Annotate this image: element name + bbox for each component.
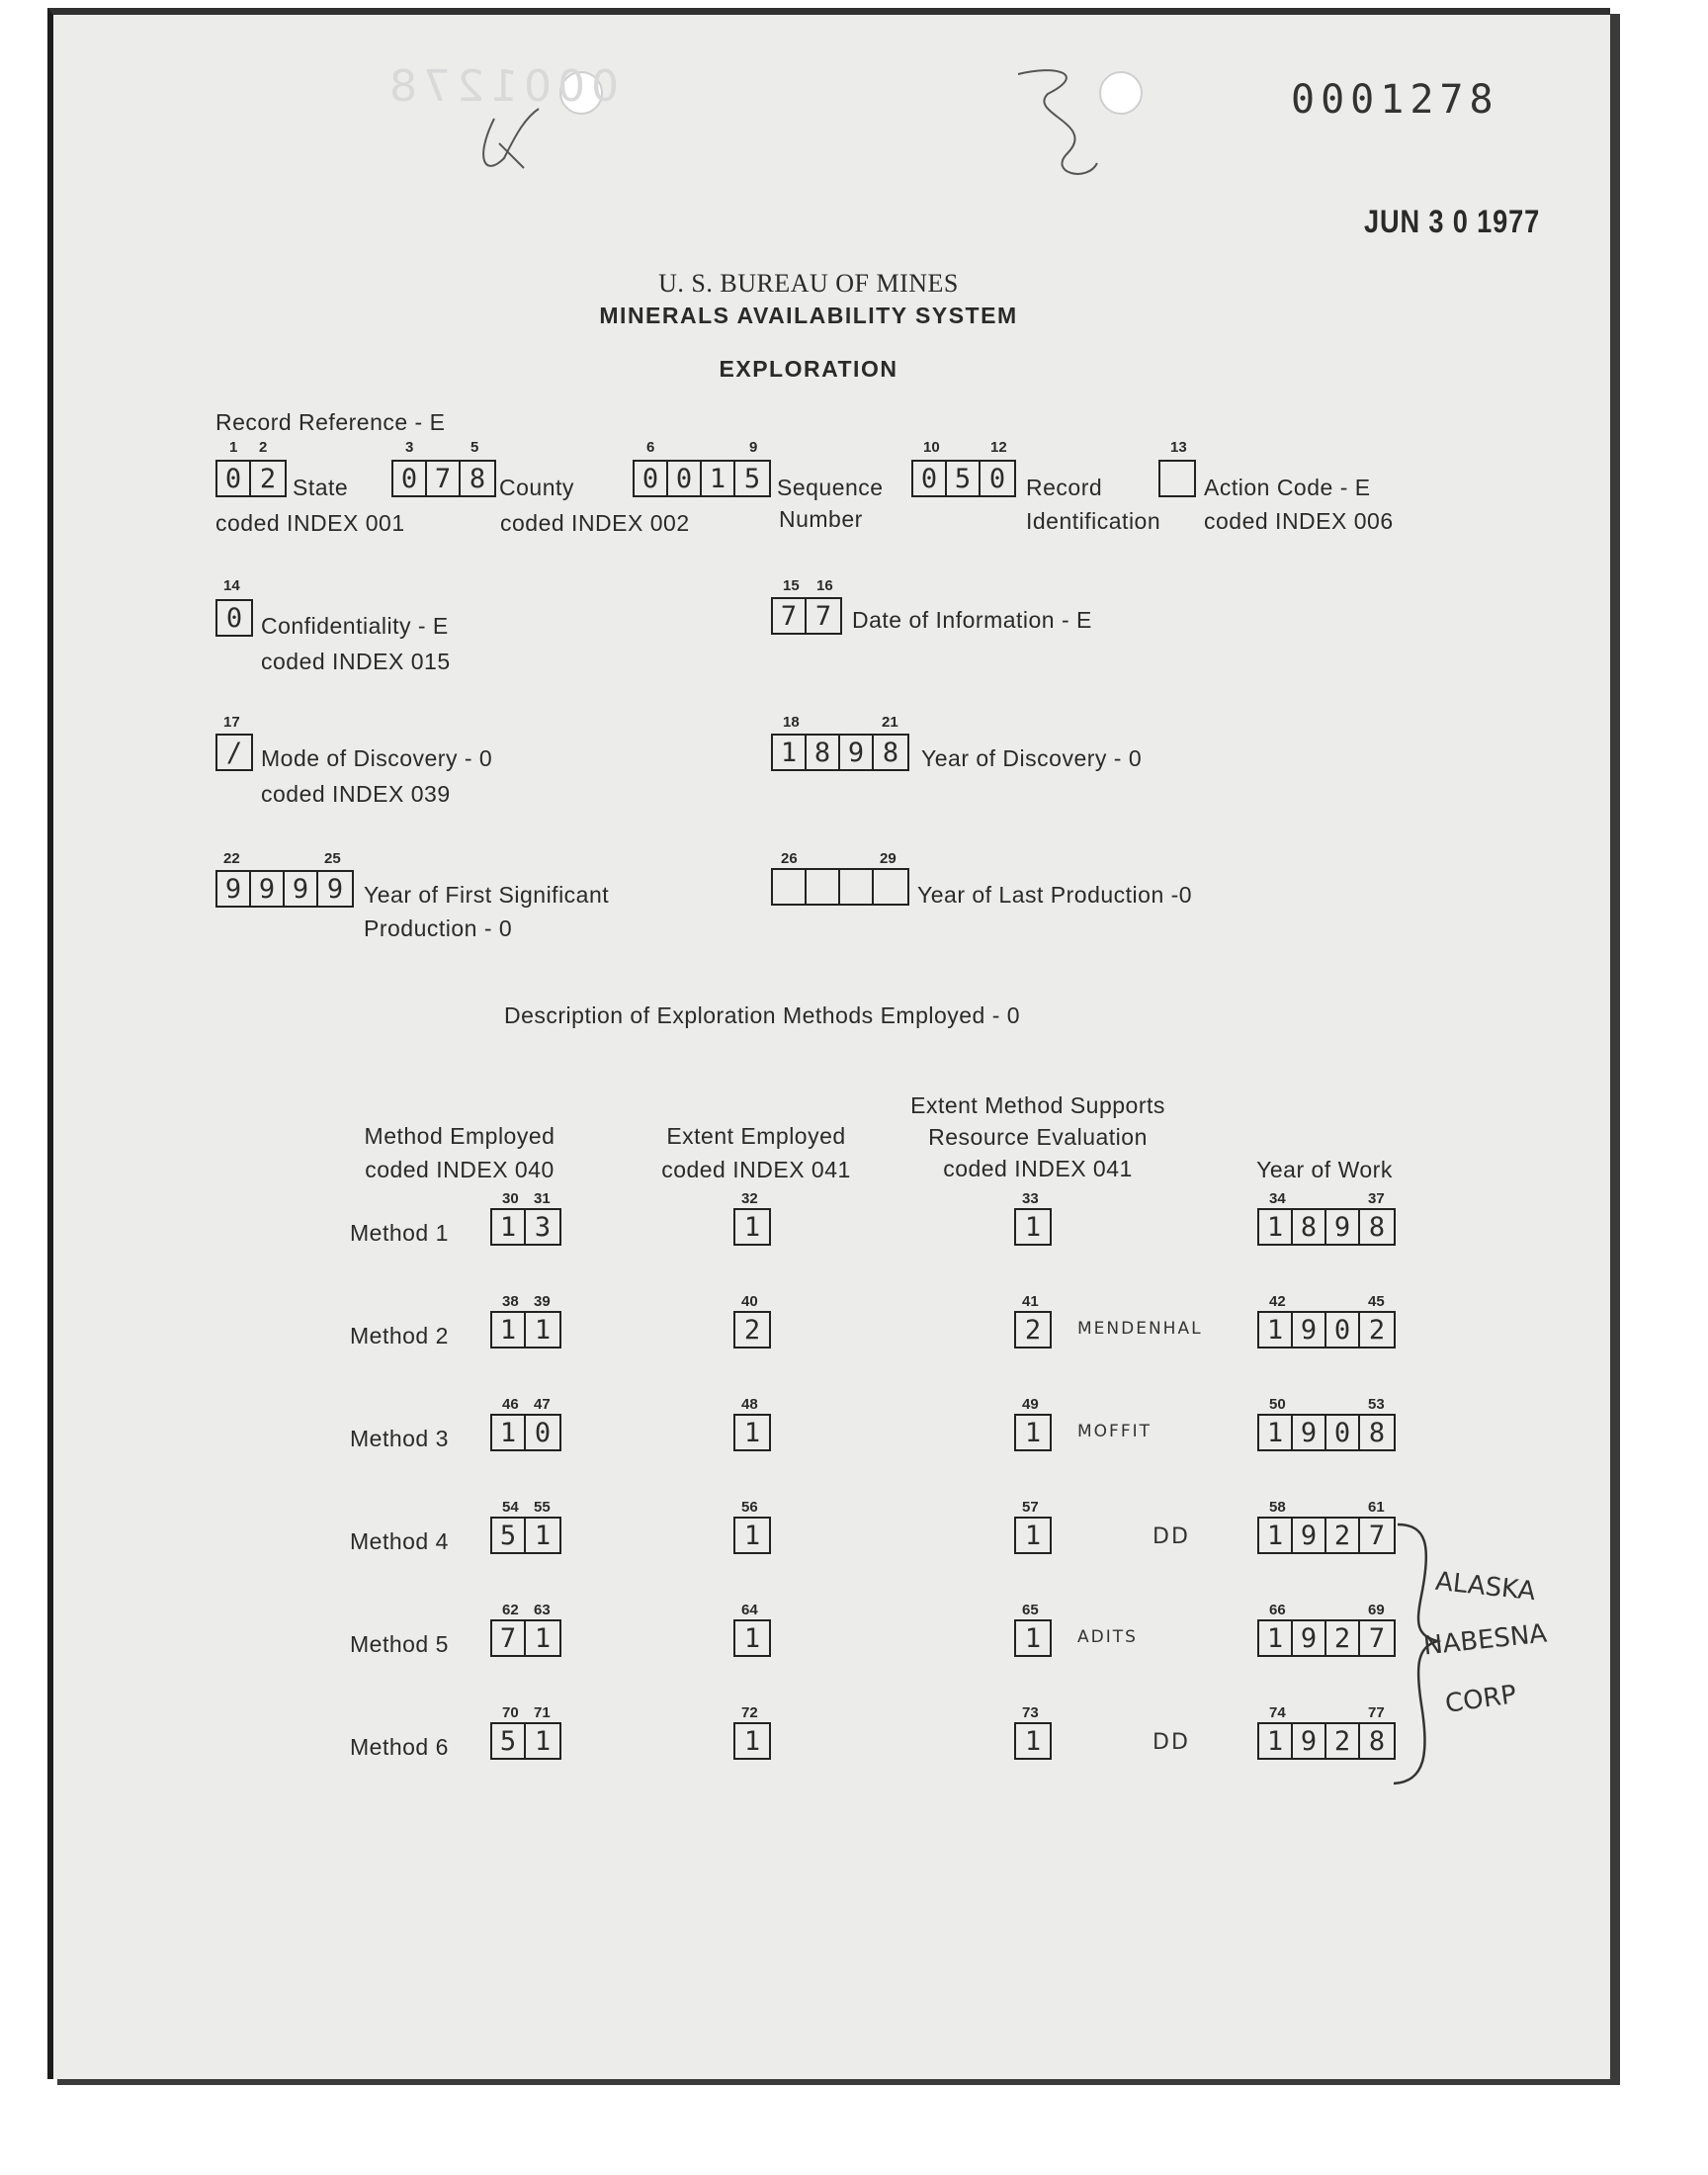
col-number: 41 [1022, 1293, 1039, 1310]
method-row-label: Method 1 [350, 1220, 449, 1246]
code-digit: 1 [1024, 1417, 1042, 1448]
year-of-discovery-label: Year of Discovery - 0 [921, 745, 1143, 771]
year-of-work-box[interactable] [1257, 1619, 1396, 1657]
mode-of-discovery-label: Mode of Discovery - 0 [261, 745, 493, 771]
sequence-sub-label: Number [779, 506, 863, 532]
code-digit: 1 [1259, 1621, 1293, 1655]
year-last-production-box[interactable] [771, 868, 909, 906]
code-digit: / [225, 737, 243, 768]
code-digit [807, 870, 840, 904]
action-code-index-label: coded INDEX 006 [1204, 508, 1394, 534]
col-number: 30 [502, 1190, 519, 1207]
code-digit: 2 [1326, 1519, 1360, 1552]
code-digit: 0 [988, 463, 1006, 494]
extent-employed-box[interactable] [733, 1619, 771, 1657]
year-of-discovery-box[interactable] [771, 734, 909, 771]
code-digit: 1 [743, 1211, 761, 1243]
code-digit: 8 [1368, 1725, 1386, 1757]
col-number: 25 [324, 850, 341, 867]
record-identification-box[interactable] [911, 460, 1016, 497]
method-code-box[interactable] [490, 1311, 561, 1348]
action-code-label: Action Code - E [1204, 475, 1371, 500]
code-digit: 8 [1293, 1210, 1326, 1244]
col-number: 45 [1368, 1293, 1385, 1310]
code-digit: 1 [492, 1313, 526, 1347]
handwritten-initials-mark [455, 99, 554, 188]
code-digit: 1 [1259, 1313, 1293, 1347]
year-first-production-box[interactable] [215, 870, 354, 908]
col-number: 48 [741, 1396, 758, 1413]
header-line: Resource Evaluation [928, 1124, 1148, 1150]
col-number: 65 [1022, 1602, 1039, 1618]
code-digit: 1 [534, 1622, 552, 1654]
extent-supports-box[interactable] [1014, 1722, 1052, 1760]
year-of-work-header [1216, 1153, 1433, 1186]
col-number: 38 [502, 1293, 519, 1310]
date-stamp: JUN 3 0 1977 [1364, 204, 1541, 239]
col-number: 3 [405, 439, 414, 456]
col-number: 18 [783, 714, 800, 731]
code-digit: 7 [427, 462, 461, 495]
code-digit: 1 [1024, 1520, 1042, 1551]
col-number: 47 [534, 1396, 551, 1413]
header-line: Year of Work [1256, 1157, 1393, 1182]
col-number: 49 [1022, 1396, 1039, 1413]
handwritten-note-line: NABESNA [1421, 1618, 1549, 1662]
code-digit: 7 [773, 599, 807, 633]
handwritten-method-note: ADITS [1077, 1627, 1138, 1647]
code-digit: 8 [882, 737, 899, 768]
col-number: 1 [229, 439, 238, 456]
code-digit: 1 [743, 1622, 761, 1654]
col-number: 62 [502, 1602, 519, 1618]
code-digit: 9 [326, 873, 344, 905]
extent-employed-box[interactable] [733, 1414, 771, 1451]
code-digit: 7 [1368, 1520, 1386, 1551]
code-digit: 2 [1368, 1314, 1386, 1346]
method-code-box[interactable] [490, 1208, 561, 1246]
code-digit: 2 [259, 463, 277, 494]
extent-supports-box[interactable] [1014, 1414, 1052, 1451]
code-digit: 9 [840, 736, 874, 769]
extent-employed-header [633, 1119, 880, 1186]
code-digit: 8 [1368, 1211, 1386, 1243]
extent-supports-box[interactable] [1014, 1619, 1052, 1657]
col-number: 12 [990, 439, 1007, 456]
code-digit: 9 [1293, 1416, 1326, 1449]
code-digit: 1 [534, 1520, 552, 1551]
handwritten-method-note: MOFFIT [1077, 1422, 1153, 1441]
sequence-label: Sequence [777, 475, 884, 500]
code-digit: 1 [702, 462, 735, 495]
code-digit: 5 [492, 1724, 526, 1758]
col-number: 17 [223, 714, 240, 731]
col-number: 56 [741, 1499, 758, 1516]
county-code-box[interactable] [391, 460, 496, 497]
extent-employed-box[interactable] [733, 1208, 771, 1246]
col-number: 74 [1269, 1704, 1286, 1721]
col-number: 22 [223, 850, 240, 867]
method-row-label: Method 4 [350, 1528, 449, 1554]
code-digit: 7 [492, 1621, 526, 1655]
code-digit [1160, 462, 1194, 495]
method-row-label: Method 3 [350, 1426, 449, 1451]
handwritten-note-line: ALASKA [1433, 1566, 1537, 1608]
col-number: 26 [781, 850, 798, 867]
handwritten-method-note: MENDENHAL [1077, 1319, 1203, 1339]
year-last-production-label: Year of Last Production -0 [917, 882, 1193, 908]
record-label: Record [1026, 475, 1103, 500]
code-digit: 9 [285, 872, 318, 906]
code-digit: 1 [492, 1210, 526, 1244]
method-row-label: Method 5 [350, 1631, 449, 1657]
col-number: 66 [1269, 1602, 1286, 1618]
code-digit: 0 [668, 462, 702, 495]
code-digit: 0 [1326, 1313, 1360, 1347]
code-digit: 2 [1024, 1314, 1042, 1346]
code-digit: 9 [1293, 1724, 1326, 1758]
col-number: 73 [1022, 1704, 1039, 1721]
code-digit: 0 [1326, 1416, 1360, 1449]
handwritten-method-note: DD [1153, 1730, 1190, 1755]
code-digit: 2 [743, 1314, 761, 1346]
faded-serial-stamp: 0001278 [384, 61, 619, 112]
handwritten-scribble-mark [1008, 54, 1117, 193]
county-label: County [499, 475, 574, 500]
confidentiality-index-label: coded INDEX 015 [261, 649, 451, 674]
method-code-box[interactable] [490, 1722, 561, 1760]
state-label: State [293, 475, 349, 500]
col-number: 77 [1368, 1704, 1385, 1721]
col-number: 9 [749, 439, 758, 456]
col-number: 29 [880, 850, 897, 867]
code-digit: 2 [1326, 1724, 1360, 1758]
code-digit: 1 [1024, 1725, 1042, 1757]
method-code-box[interactable] [490, 1414, 561, 1451]
code-digit: 9 [1293, 1519, 1326, 1552]
col-number: 53 [1368, 1396, 1385, 1413]
method-code-box[interactable] [490, 1619, 561, 1657]
mode-of-discovery-index-label: coded INDEX 039 [261, 781, 451, 807]
col-number: 46 [502, 1396, 519, 1413]
extent-employed-box[interactable] [733, 1517, 771, 1554]
year-first-production-sub-label: Production - 0 [364, 915, 513, 941]
serial-number-stamp: 0001278 [1291, 77, 1499, 123]
col-number: 61 [1368, 1499, 1385, 1516]
record-sub-label: Identification [1026, 508, 1161, 534]
col-number: 69 [1368, 1602, 1385, 1618]
state-index-label: coded INDEX 001 [215, 510, 405, 536]
code-digit: 1 [773, 736, 807, 769]
extent-supports-box[interactable] [1014, 1311, 1052, 1348]
extent-employed-box[interactable] [733, 1722, 771, 1760]
code-digit: 1 [1259, 1724, 1293, 1758]
handwritten-method-note: DD [1153, 1524, 1190, 1549]
col-number: 58 [1269, 1499, 1286, 1516]
code-digit: 8 [469, 463, 486, 494]
code-digit: 1 [1024, 1622, 1042, 1654]
code-digit: 8 [1368, 1417, 1386, 1448]
methods-section-title: Description of Exploration Methods Employed - 0 [504, 1002, 1021, 1028]
col-number: 37 [1368, 1190, 1385, 1207]
code-digit: 1 [743, 1520, 761, 1551]
code-digit [874, 870, 907, 904]
code-digit: 5 [947, 462, 981, 495]
col-number: 21 [882, 714, 898, 731]
method-row-label: Method 6 [350, 1734, 449, 1760]
col-number: 2 [259, 439, 268, 456]
code-digit: 0 [534, 1417, 552, 1448]
col-number: 16 [816, 577, 833, 594]
col-number: 50 [1269, 1396, 1286, 1413]
code-digit: 1 [534, 1314, 552, 1346]
extent-supports-box[interactable] [1014, 1517, 1052, 1554]
code-digit: 1 [492, 1416, 526, 1449]
col-number: 31 [534, 1190, 551, 1207]
col-number: 42 [1269, 1293, 1286, 1310]
code-digit: 9 [1326, 1210, 1360, 1244]
header-line: coded INDEX 040 [365, 1157, 555, 1182]
header-line: Extent Employed [666, 1123, 846, 1149]
code-digit: 0 [393, 462, 427, 495]
code-digit: 9 [217, 872, 251, 906]
col-number: 6 [646, 439, 655, 456]
agency-heading: U. S. BUREAU OF MINES [658, 269, 959, 298]
col-number: 63 [534, 1602, 551, 1618]
code-digit: 5 [743, 463, 761, 494]
code-digit: 9 [1293, 1621, 1326, 1655]
code-digit: 8 [807, 736, 840, 769]
code-digit: 1 [534, 1725, 552, 1757]
mode-of-discovery-box[interactable] [215, 734, 253, 771]
confidentiality-label: Confidentiality - E [261, 613, 449, 639]
header-line: coded INDEX 041 [943, 1156, 1133, 1181]
code-digit: 7 [1368, 1622, 1386, 1654]
code-digit: 2 [1326, 1621, 1360, 1655]
method-code-box[interactable] [490, 1517, 561, 1554]
code-digit: 1 [1259, 1210, 1293, 1244]
header-line: coded INDEX 041 [661, 1157, 851, 1182]
sequence-number-box[interactable] [633, 460, 771, 497]
col-number: 15 [783, 577, 800, 594]
code-digit: 1 [1259, 1519, 1293, 1552]
code-digit: 3 [534, 1211, 552, 1243]
extent-supports-box[interactable] [1014, 1208, 1052, 1246]
year-of-work-box[interactable] [1257, 1517, 1396, 1554]
date-of-information-box[interactable] [771, 597, 842, 635]
record-reference-title: Record Reference - E [215, 409, 446, 435]
state-code-box[interactable] [215, 460, 287, 497]
date-of-information-label: Date of Information - E [852, 607, 1092, 633]
county-index-label: coded INDEX 002 [500, 510, 690, 536]
col-number: 72 [741, 1704, 758, 1721]
col-number: 39 [534, 1293, 551, 1310]
col-number: 64 [741, 1602, 758, 1618]
col-number: 5 [470, 439, 479, 456]
code-digit: 9 [251, 872, 285, 906]
form-title: EXPLORATION [719, 356, 898, 382]
code-digit: 1 [1259, 1416, 1293, 1449]
handwritten-note-line: CORP [1443, 1680, 1519, 1719]
col-number: 71 [534, 1704, 551, 1721]
confidentiality-box[interactable] [215, 599, 253, 637]
code-digit: 9 [1293, 1313, 1326, 1347]
col-number: 34 [1269, 1190, 1286, 1207]
year-of-work-box[interactable] [1257, 1311, 1396, 1348]
col-number: 40 [741, 1293, 758, 1310]
code-digit: 1 [1024, 1211, 1042, 1243]
col-number: 70 [502, 1704, 519, 1721]
col-number: 57 [1022, 1499, 1039, 1516]
code-digit [840, 870, 874, 904]
col-number: 55 [534, 1499, 551, 1516]
header-line: Method Employed [364, 1123, 555, 1149]
code-digit: 0 [217, 462, 251, 495]
year-of-work-box[interactable] [1257, 1414, 1396, 1451]
code-digit [773, 870, 807, 904]
year-first-production-label: Year of First Significant [364, 882, 610, 908]
extent-employed-box[interactable] [733, 1311, 771, 1348]
year-of-work-box[interactable] [1257, 1208, 1396, 1246]
col-number: 32 [741, 1190, 758, 1207]
action-code-box[interactable] [1158, 460, 1196, 497]
system-heading: MINERALS AVAILABILITY SYSTEM [599, 303, 1018, 328]
col-number: 54 [502, 1499, 519, 1516]
col-number: 13 [1170, 439, 1187, 456]
extent-supports-header [880, 1089, 1196, 1184]
code-digit: 1 [743, 1417, 761, 1448]
code-digit: 0 [225, 602, 243, 634]
col-number: 33 [1022, 1190, 1039, 1207]
method-row-label: Method 2 [350, 1323, 449, 1348]
header-line: Extent Method Supports [910, 1092, 1165, 1118]
col-number: 14 [223, 577, 240, 594]
code-digit: 0 [635, 462, 668, 495]
code-digit: 7 [814, 600, 832, 632]
code-digit: 5 [492, 1519, 526, 1552]
code-digit: 0 [913, 462, 947, 495]
code-digit: 1 [743, 1725, 761, 1757]
col-number: 10 [923, 439, 940, 456]
method-employed-header [336, 1119, 583, 1186]
year-of-work-box[interactable] [1257, 1722, 1396, 1760]
